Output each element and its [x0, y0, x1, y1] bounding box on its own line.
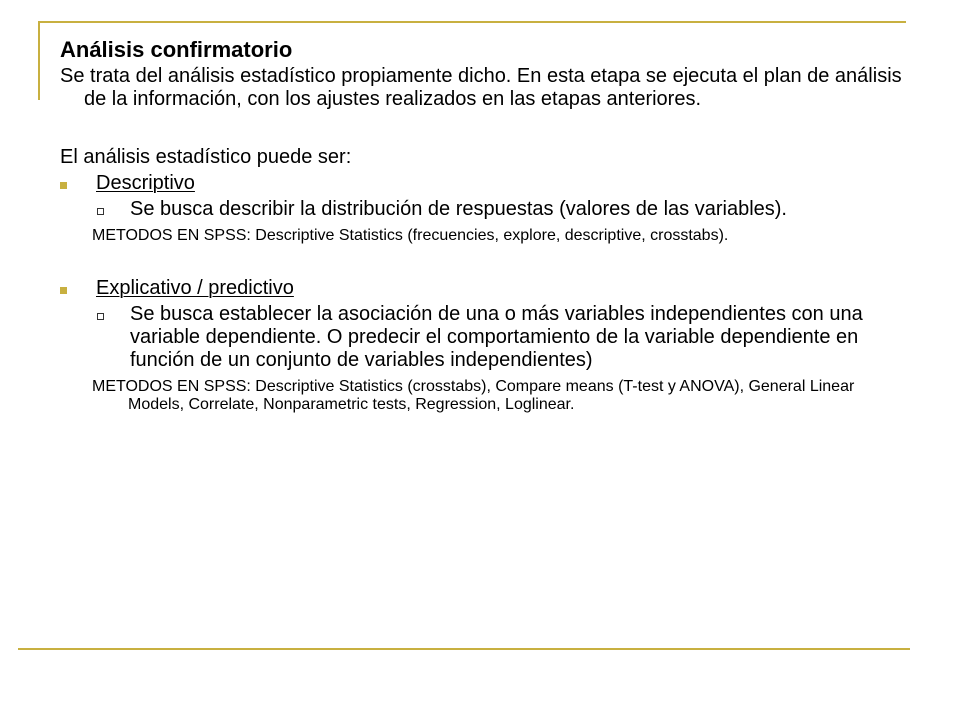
sub-bullet-item [60, 198, 910, 221]
intro-paragraph: Se trata del análisis estadístico propiamente dicho. En esta etapa se ejecuta el plan de análisis de la información, con los ajustes realizados en las etapas anteriores. [60, 65, 902, 110]
top-rule [38, 21, 906, 23]
sub-bullet-text: Se busca describir la distribución de respuestas (valores de las variables). [130, 198, 787, 220]
section-explanatory [60, 277, 910, 414]
bullet-item-descriptive [60, 172, 910, 195]
methods-text: METODOS EN SPSS: Descriptive Statistics (frecuencies, explore, descriptive, crosstabs). [92, 227, 729, 244]
bottom-rule [18, 648, 910, 650]
sub-bullet-item [60, 303, 910, 372]
slide-title: Análisis confirmatorio [60, 37, 293, 62]
bullet-heading: Descriptivo [96, 172, 195, 194]
sub-bullet-text: Se busca establecer la asociación de una o más variables independientes con una variable dependiente. O predecir el comportamiento de la variable dependiente en función de un conjunto de variables independientes) [130, 303, 863, 371]
left-rule [38, 21, 40, 100]
section-descriptive [60, 172, 910, 245]
hollow-square-bullet-icon [97, 313, 104, 320]
hollow-square-bullet-icon [97, 208, 104, 215]
slide-content [60, 36, 910, 414]
bullet-item-explanatory [60, 277, 910, 300]
methods-text: METODOS EN SPSS: Descriptive Statistics (crosstabs), Compare means (T-test y ANOVA), General Linear Models, Correlate, Nonparametric tests, Regression, Loglinear. [92, 378, 855, 413]
lead-text: El análisis estadístico puede ser: [60, 146, 352, 168]
bullet-heading: Explicativo / predictivo [96, 277, 294, 299]
square-bullet-icon [60, 287, 67, 294]
square-bullet-icon [60, 182, 67, 189]
